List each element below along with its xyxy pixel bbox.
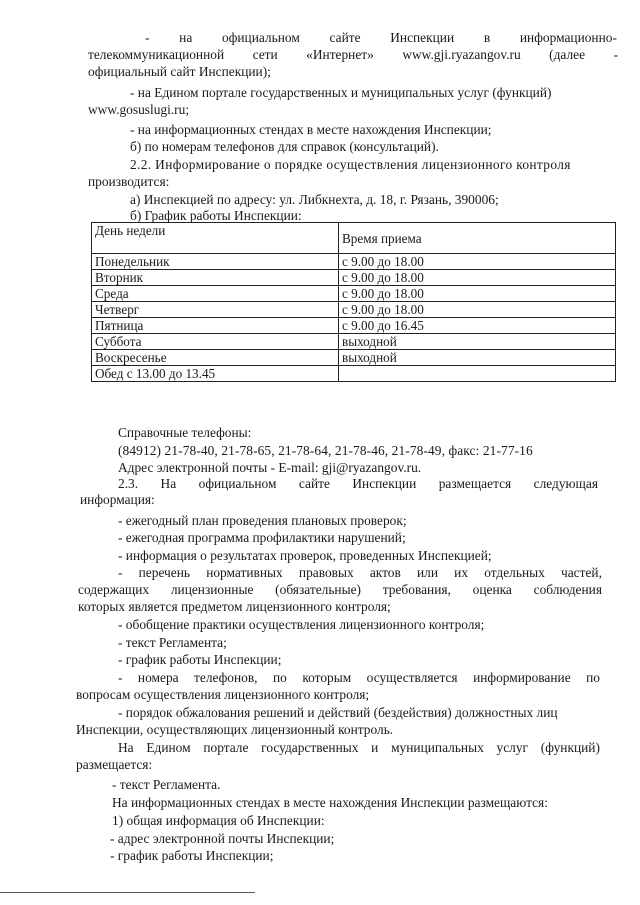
- day-cell: Обед с 13.00 до 13.45: [92, 366, 339, 382]
- text-fragment: и: [371, 740, 379, 755]
- table-row: [92, 318, 616, 334]
- text-line: - на информационных стендах в месте нахождения Инспекции;: [130, 122, 492, 137]
- text-line: [118, 740, 600, 756]
- text-fragment: следующая: [533, 476, 598, 491]
- text-fragment: перечень: [138, 565, 191, 580]
- text-line: www.gosuslugi.ru;: [88, 102, 190, 117]
- list-item: [118, 670, 600, 686]
- list-item: - текст Регламента;: [118, 635, 227, 650]
- time-cell: с 9.00 до 18.00: [339, 302, 616, 318]
- text-fragment: (обязательные): [275, 582, 362, 597]
- email-line: Адрес электронной почты - E-mail: gji@ryazangov.ru.: [118, 460, 422, 475]
- text-fragment: их: [454, 565, 469, 580]
- time-cell: выходной: [339, 350, 616, 366]
- text-fragment: актов: [369, 565, 401, 580]
- time-cell: с 9.00 до 18.00: [339, 254, 616, 270]
- text-fragment: информационно-: [519, 30, 617, 45]
- text-fragment: осуществляется: [366, 670, 458, 685]
- time-cell: выходной: [339, 334, 616, 350]
- text-line: вопросам осуществления лицензионного контроля;: [76, 687, 370, 702]
- text-fragment: (функций): [540, 740, 600, 755]
- text-fragment: услуг: [496, 740, 529, 755]
- time-cell: с 9.00 до 16.45: [339, 318, 616, 334]
- day-cell: Суббота: [92, 334, 339, 350]
- text-fragment: государственных: [261, 740, 359, 755]
- text-line: производится:: [88, 174, 170, 189]
- text-fragment: Инспекции: [352, 476, 417, 491]
- table-header-row: [92, 223, 616, 254]
- text-line: Инспекции, осуществляющих лицензионный контроль.: [76, 722, 394, 737]
- text-fragment: -: [118, 670, 123, 685]
- text-line: [145, 30, 617, 46]
- list-item: - график работы Инспекции;: [110, 848, 274, 863]
- table-row: [92, 334, 616, 350]
- text-fragment: соблюдения: [533, 582, 602, 597]
- text-fragment: -: [145, 30, 150, 45]
- text-fragment: в: [483, 30, 491, 45]
- text-fragment: На: [118, 740, 134, 755]
- text-fragment: -: [613, 47, 618, 62]
- phones-list: (84912) 21-78-40, 21-78-65, 21-78-64, 21-78-46, 21-78-49, факс: 21-77-16: [118, 443, 533, 458]
- list-item: - порядок обжалования решений и действий (бездействия) должностных лиц: [118, 705, 558, 720]
- text-line: 1) общая информация об Инспекции:: [112, 813, 325, 828]
- text-line: [78, 582, 602, 598]
- day-cell: Воскресенье: [92, 350, 339, 366]
- text-fragment: телекоммуникационной: [88, 47, 225, 62]
- text-line: [118, 476, 598, 492]
- list-item: - обобщение практики осуществления лицензионного контроля;: [118, 617, 485, 632]
- text-line: [88, 47, 618, 63]
- text-fragment: телефонов,: [194, 670, 258, 685]
- text-fragment: лицензионные: [170, 582, 254, 597]
- text-fragment: нормативных: [206, 565, 283, 580]
- day-cell: Пятница: [92, 318, 339, 334]
- text-fragment: Инспекции: [390, 30, 455, 45]
- schedule-table: [91, 222, 616, 382]
- list-item: [118, 565, 602, 581]
- time-cell: [339, 366, 616, 382]
- text-line: б) График работы Инспекции:: [130, 208, 302, 223]
- text-fragment: правовых: [298, 565, 354, 580]
- text-fragment: по: [586, 670, 600, 685]
- header-day: День недели: [92, 223, 339, 254]
- text-fragment: «Интернет»: [306, 47, 374, 62]
- text-fragment: сайте: [329, 30, 361, 45]
- table-row: [92, 286, 616, 302]
- list-item: - ежегодный план проведения плановых проверок;: [118, 513, 407, 528]
- footer-divider: [0, 892, 255, 893]
- text-fragment: (далее: [549, 47, 586, 62]
- text-line: 2.2. Информирование о порядке осуществления лицензионного контроля: [130, 157, 571, 172]
- text-fragment: номера: [137, 670, 179, 685]
- day-cell: Вторник: [92, 270, 339, 286]
- text-fragment: на: [179, 30, 193, 45]
- table-row: [92, 254, 616, 270]
- phones-label: Справочные телефоны:: [118, 425, 252, 440]
- table-row: [92, 350, 616, 366]
- text-fragment: сети: [252, 47, 278, 62]
- text-line: которых является предметом лицензионного контроля;: [78, 599, 391, 614]
- list-item: - график работы Инспекции;: [118, 652, 282, 667]
- list-item: - информация о результатах проверок, проведенных Инспекцией;: [118, 548, 492, 563]
- text-line: б) по номерам телефонов для справок (консультаций).: [130, 139, 439, 154]
- text-fragment: муниципальных: [391, 740, 484, 755]
- text-fragment: содержащих: [78, 582, 150, 597]
- text-fragment: отдельных: [484, 565, 545, 580]
- text-fragment: или: [416, 565, 438, 580]
- text-line: - на Едином портале государственных и муниципальных услуг (функций): [130, 85, 552, 100]
- header-time: Время приема: [339, 223, 616, 254]
- text-fragment: 2.3.: [118, 476, 139, 491]
- list-item: - ежегодная программа профилактики нарушений;: [118, 530, 406, 545]
- text-fragment: оценка: [472, 582, 512, 597]
- text-fragment: портале: [203, 740, 249, 755]
- text-line: размещается:: [76, 757, 153, 772]
- time-cell: с 9.00 до 18.00: [339, 286, 616, 302]
- text-line: а) Инспекцией по адресу: ул. Либкнехта, д. 18, г. Рязань, 390006;: [130, 192, 499, 207]
- table-row: [92, 270, 616, 286]
- text-fragment: -: [118, 565, 123, 580]
- time-cell: с 9.00 до 18.00: [339, 270, 616, 286]
- text-line: информация:: [80, 492, 155, 507]
- text-fragment: официальном: [222, 30, 300, 45]
- day-cell: Четверг: [92, 302, 339, 318]
- day-cell: Среда: [92, 286, 339, 302]
- text-fragment: размещается: [438, 476, 512, 491]
- text-fragment: частей,: [560, 565, 602, 580]
- text-line: На информационных стендах в месте нахождения Инспекции размещаются:: [112, 795, 548, 810]
- list-item: - адрес электронной почты Инспекции;: [110, 831, 335, 846]
- table-row: [92, 302, 616, 318]
- day-cell: Понедельник: [92, 254, 339, 270]
- text-fragment: требования,: [382, 582, 451, 597]
- text-fragment: Едином: [146, 740, 191, 755]
- list-item: - текст Регламента.: [112, 777, 221, 792]
- text-fragment: сайте: [298, 476, 330, 491]
- text-fragment: www.gji.ryazangov.ru: [402, 47, 521, 62]
- text-line: официальный сайт Инспекции);: [88, 64, 271, 79]
- text-fragment: которым: [302, 670, 352, 685]
- table-row: [92, 366, 616, 382]
- text-fragment: официальном: [198, 476, 277, 491]
- text-fragment: На: [160, 476, 177, 491]
- text-fragment: информирование: [473, 670, 571, 685]
- text-fragment: по: [273, 670, 287, 685]
